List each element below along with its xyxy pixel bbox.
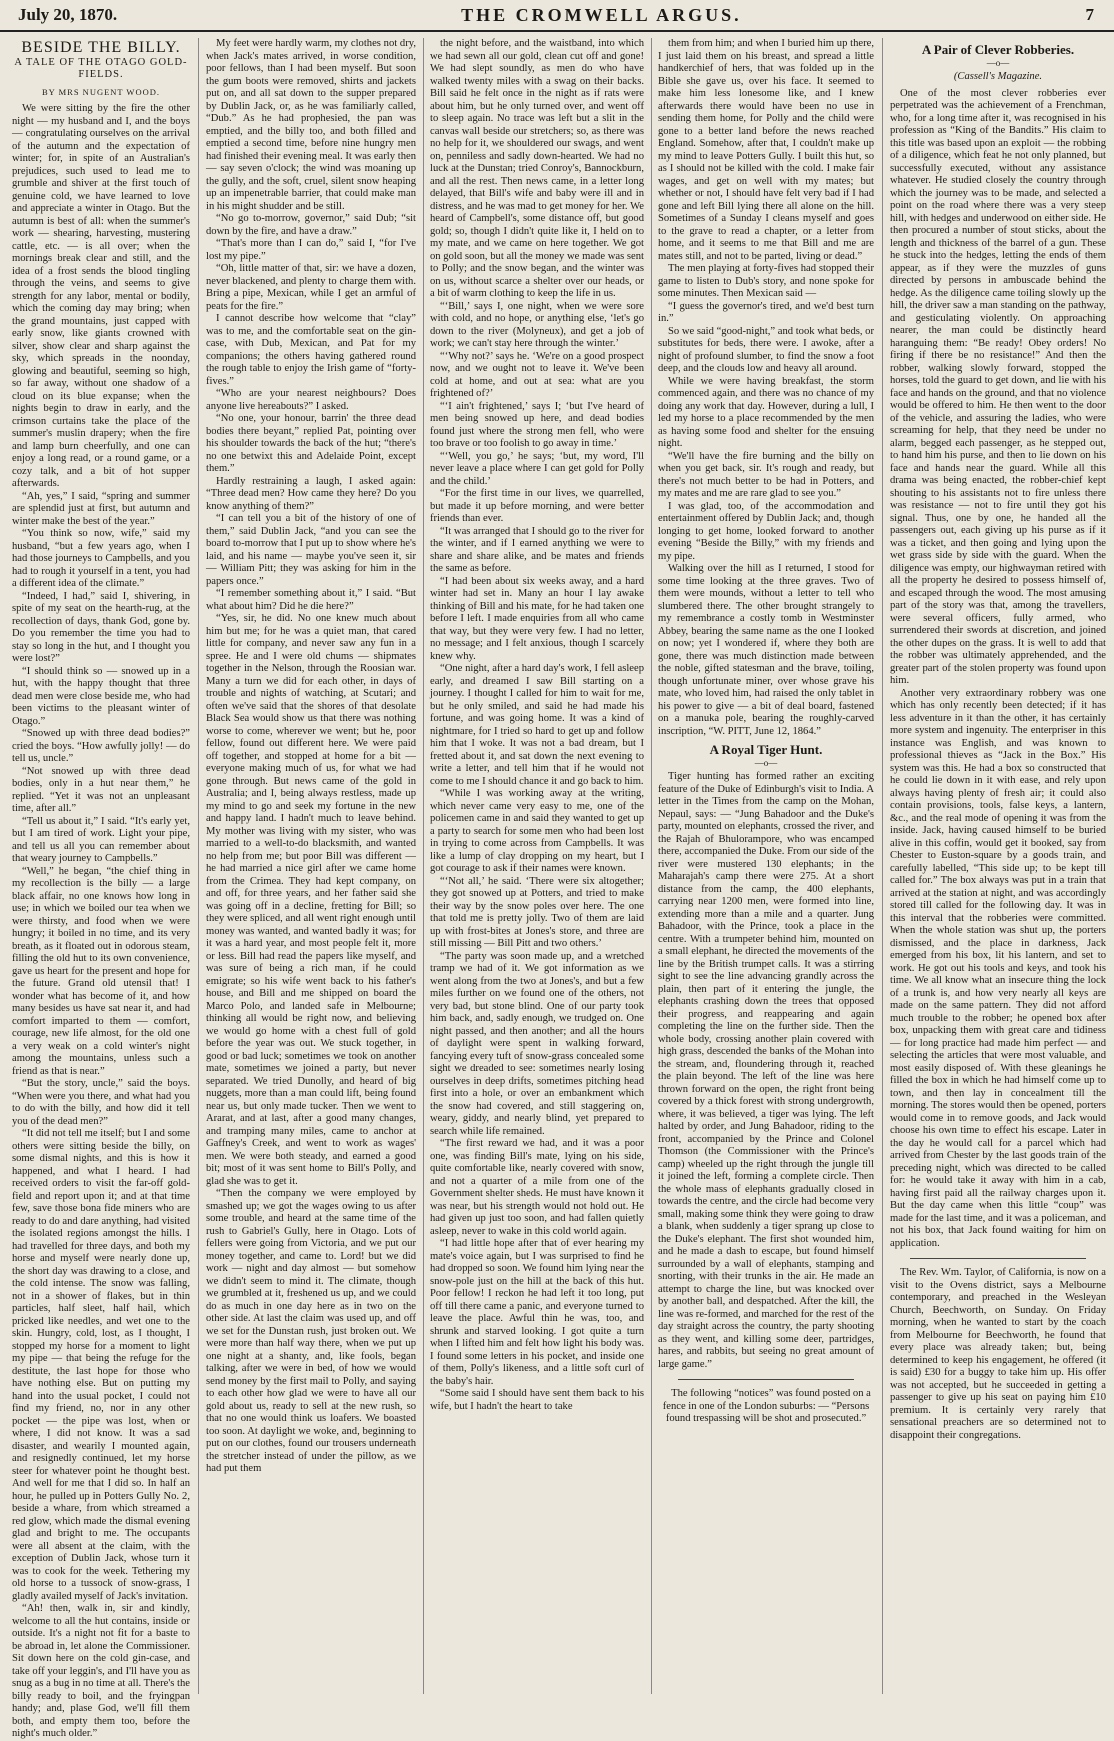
robberies-paragraph: Another very extraordinary robbery was one which has only recently been detected; if it has less adventure in it than the other, it has certainly more system and ingenuity. The enterpriser in this instance was English, and was known to professional thieves as “Jack in the Box.” His system was this. He had a box so constructed that he could lie down in it with ease, and rely upon always having plenty of fresh air; it could also contain provisions, tools, false keys, a lantern, &c., and the real mode of opening it was from the inside. Jack, having caused himself to be buried alive in this coffin, would get it booked, say from Chester to Euston-square by a goods train, and carefully labelled, “This side up; to be kept till called for.” The box always was put in a train that arrived at the station at night, and was accordingly stored till called for the following day. It was in this interval that the robberies were committed. When the whole station was shut up, the porters dismissed, and the place in darkness, Jack emerged from his box, lit his lantern, and set to work. He got out his tools and keys, and took his time. We all know what an insecure thing the lock of a trunk is, and how very nearly all keys are made on the same pattern. They did not afford much trouble to the robber; he opened box after box, unpacking them with great care and tidiness — for long practice had made him perfect — and selecting the articles that were most valuable, and most easily disposed of. With these gleanings he filled the box in which he had himself come up to town, and then lay in concealment till the morning. The stores would then be opened, porters would come in to remove goods, and Jack would choose his own time to effect his escape. Later in the day he would call for a parcel which had arrived from Chester by the last goods train of the preceding night, which was directed to be called for: he would take it away with him in a cab, having first paid all the railway charges upon it. But the day came when this little “coup” was made for the last time, and it was a policeman, and not his box, that Jack found waiting for him on application.	[890, 687, 1106, 1249]
paragraph: I cannot describe how welcome that “clay” was to me, and the comfortable seat on the gin-case, with Dub, Mexican, and Pat for my companions; the others having gathered round the rough table to enjoy the Irish game of “forty-fives.”	[206, 313, 416, 387]
paragraph: “The party was soon made up, and a wretched tramp we had of it. We got information as we went along from the two at Jones's, and but a few miles further on we found one of the others, not very bad, but stone blind. One of our party took him back, and, sadly enough, we trudged on. One night passed, and then another; and all the hours of daylight were spent in walking forward, fancying every tuft of snow-grass concealed some sight we dreaded to see: sometimes nearly losing ourselves in deep drifts, sometimes pitching head first into a hole, or over an embankment which the snow had covered, and still staggering on, weary, giddy, and nearly blind, yet prepared to search while life remained.	[430, 950, 644, 1137]
column-4	[652, 38, 880, 1694]
column-1	[0, 38, 196, 1739]
paragraph: My feet were hardly warm, my clothes not dry, when Jack's mates arrived, in worse condition, poor fellows, than I had been myself. But soon the gum boots were removed, shirts and jackets put on, and all sat down to the supper prepared by Dublin Jack, or, as he was familiarly called, “Dub.” As he had prophesied, the pan was emptied, and the billy too, and both filled and emptied a second time, before nine hungry men had finished their evening meal. It was early then — say seven o'clock; the wind was moaning up the gully, and the soft, cruel, silent snow heaping up an impenetrable barrier, that could make man in his might shudder and be still.	[206, 38, 416, 212]
paragraph: “‘Why not?’ says he. ‘We're on a good prospect now, and we ought not to leave it. We've been cold at home, and out at sea: what are you frightened of?’	[430, 350, 644, 399]
paragraph: So we said “good-night,” and took what beds, or substitutes for beds, there were. I awoke, after a night of profound slumber, to find the snow a foot deep, and the clouds low and heavy all around.	[658, 325, 874, 374]
column-rule	[882, 38, 883, 1694]
column-2	[200, 38, 422, 1694]
section-separator: —o—	[754, 757, 778, 768]
column-5	[884, 38, 1112, 1694]
paragraph: “Who are your nearest neighbours? Does anyone live hereabouts?” I asked.	[206, 388, 416, 412]
paragraph: “Oh, little matter of that, sir: we have a dozen, never blackened, and plenty to charge them with. Bring a pipe, Mexican, while I get an armful of peats for the fire.”	[206, 263, 416, 312]
robberies-title: A Pair of Clever Robberies.	[921, 42, 1075, 57]
paragraph: “That's more than I can do,” said I, “for I've lost my pipe.”	[206, 238, 416, 262]
paragraph: “One night, after a hard day's work, I fell asleep early, and dreamed I saw Bill starting on a journey. I thought I called for him to wait for me, but he only smiled, and said he had made his fortune, and was going home. It was a kind of nightmare, for I tried so hard to get up and follow him that I woke. It was not a bad dream, but I fretted about it, and sat down the next evening to write a letter, and tell him that if he would not come to me I should chance it and go back to him.	[430, 663, 644, 787]
paragraph: “I should think so — snowed up in a hut, with the happy thought that three dead men were close beside me, who had been victims to the pleasant winter of Otago.”	[12, 665, 190, 727]
paragraph: the night before, and the waistband, into which we had sewn all our gold, clean cut off and gone! We had slept soundly, as men do who have walked twenty miles with a swag on their backs. Bill said he felt once in the night as if rats were about him, but he only turned over, and went off to sleep again. No trace was left but a slit in the canvas wall beside our stretchers; so, as there was no help for it, we shouldered our swags, and went on, penniless and sadly down-hearted. We had no luck at the Dunstan; tried Conroy's, Bannockburn, and all the rest. Then news came, in a letter long delayed, that Bill's wife and baby were ill and in distress, and he was mad to get money for her. We heard of Campbell's, some distance off, but good gold; so, though I didn't quite like it, I held on to my mate, and we came on here together. We got on gold soon, but all the money we made was sent to Polly; and the snow began, and the winter was on us, without scarce a shelter over our heads, or a bit of warm clothing to keep the life in us.	[430, 38, 644, 299]
paragraph: Hardly restraining a laugh, I asked again: “Three dead men? How came they here? Do you know anything of them?”	[206, 475, 416, 512]
paragraph: “No go to-morrow, governor,” said Dub; “sit down by the fire, and have a draw.”	[206, 213, 416, 237]
paragraph: “‘Bill,’ says I, one night, when we were sore with cold, and no hope, or anything else, ‘let's go down to the river (Molyneux), and get a job of work; we can't stay here through the winter.’	[430, 300, 644, 349]
robberies-paragraph: One of the most clever robberies ever perpetrated was the achievement of a Frenchman, who, for a long time after it, was recognised in his profession as “King of the Bandits.” His claim to this title was based upon an exploit — the robbing of a diligence, which feat he not only planned, but successfully executed, without any assistance whatever. He studied closely the country through which the journey was to be made, and selected a point on the road where there was a very steep hill, with hedges and underwood on either side. He then procured a number of stout sticks, about the length and thickness of the barrel of a gun. These he stuck into the hedges, letting the ends of them appear, as if they were the muzzles of guns directed by persons in ambuscade behind the hedge. As the diligence came toiling slowly up the hill, the driver saw a man standing on the pathway, and gesticulating violently. On approaching nearer, the man could be distinctly heard haranguing them: “Be ready! Obey orders! No firing if there be no resistance!” And then the robber, walking slowly forward, stopped the horses, told the guard to get down, and lie with his face and hands on the ground, and that no violence would be offered to him. He then went to the door of the vehicle, and assuring the ladies, who were screaming for help, that they need be under no alarm, begged each passenger, as he stepped out, to hand him his purse, and then to lie down on his face and hands near the guard. While all this drama was being enacted, the robber-chief kept shouting to his assistants not to fire unless there was resistance — not to fire until they got his signal. Thus, one by one, he handed all the passengers out, each giving up his purse as if it was a ticket, and then going and lying upon the wet grass side by side with the guard. When the diligence was empty, our highwayman retired with all the property he desired to possess himself of, and escaped through the wood. The most amusing part of the story was that, among the travellers, were several officers, fully armed, who surrendered their swords at discretion, and joined the other dupes on the grass. It is well to add that the robber was ultimately apprehended, and the greater part of the stolen property was found upon him.	[890, 87, 1106, 686]
paragraph: I was glad, too, of the accommodation and entertainment offered by Dublin Jack; and, though longing to get home, looked forward to another evening “Beside the Billy,” with my friends and my pipe.	[658, 500, 874, 562]
paragraph: “Well,” he began, “the chief thing in my recollection is the billy — a large black affair, no one knows how long in use; in which we boiled our tea when we were thirsty, and food when we were hungry; it boiled in no time, and its very breath, as it floated out in odorous steam, filling the old hut to its own convenience, gave us heart for the present and hope for the future. Grand old utensil that! I wonder what has become of it, and how many besides us have sat near it, and had comfort imparted to them — comfort, courage, new life almost, for the old one a very weak on a cold winter's night among the mountains, unless such a friend as that is near.”	[12, 865, 190, 1077]
paragraph: “While I was working away at the writing, which never came very easy to me, one of the policemen came in and said they wanted to get up a party to search for some men who had been lost in trying to come across from Campbells. It was like a lump of clay dropping on my heart, but I got courage to ask if their names were known.	[430, 788, 644, 874]
paragraph: “I remember something about it,” I said. “But what about him? Did he die here?”	[206, 588, 416, 612]
column-3	[424, 38, 650, 1694]
paragraph: “I guess the governor's tired, and we'd best turn in.”	[658, 300, 874, 324]
paper-name: THE CROMWELL ARGUS.	[461, 4, 742, 25]
article-title: BESIDE THE BILLY.	[21, 39, 181, 56]
article-byline: BY MRS NUGENT WOOD.	[41, 86, 161, 97]
paragraph: “For the first time in our lives, we quarrelled, but made it up before morning, and were better friends than ever.	[430, 488, 644, 524]
paragraph: Walking over the hill as I returned, I stood for some time looking at the three graves. Two of them were mounds, without a letter to tell who slumbered there. The other brought strangely to my remembrance a costly tomb in Westminster Abbey, bearing the same name as the one I looked on now; yet I wondered if, where they both are gone, there was much distinction made between the noble, gifted statesman and the brave, toiling, though unfortunate miner, over whose grave his mate, who loved him, had raised the only tablet in his power to give — a bit of deal board, fastened on a manuka pole, bearing the roughly-carved inscription, “W. PITT, June 12, 1864.”	[658, 563, 874, 737]
paragraph: “Ah! then, walk in, sir and kindly, welcome to all the hut contains, inside or outside. It's a night not fit for a baste to be abroad in, let alone the Commissioner. Sit down here on the cold gin-case, and take off your leggin's, and I'll have you as snug as a bug in no time at all. There's the billy ready to boil, and the fryingpan handy; and, plase God, we'll fill them both, and empty them too, before the night's much older.”	[12, 1603, 190, 1739]
paragraph: “The first reward we had, and it was a poor one, was finding Bill's mate, lying on his side, quite comfortable like, nearly covered with snow, and not a quarter of a mile from one of the Government shelter sheds. He must have known it was near, but his strength would not hold out. He had given up just too soon, and had fallen quietly asleep, never to wake in this cold world again.	[430, 1138, 644, 1237]
paragraph: “Then the company we were employed by smashed up; we got the wages owing to us after some trouble, and heard at the same time of the rush to Gabriel's Gully, here in Otago. Lots of fellers were going from Victoria, and we put our money together, and came to. Lord! but we did work — night and day almost — but somehow we didn't seem to mind it. The climate, though we grumbled at it, freshened us up, and we could do as much in one day here as in two on the other side. At last the claim was used up, and off we set for the Dunstan rush, just broken out. We were more than half way there, when we put up one night at a shanty, and, like fools, began talking, after we were in bed, of how we would send money by the first mail to Polly, and saying to each other how glad we were to have all our gold about us, ready to sell at the new rush, so that no one would think us loafers. We boasted too soon. At daylight we woke, and, beginning to put on our clothes, found our trousers underneath the stretcher instead of under the pillow, as we had put them	[206, 1188, 416, 1474]
paragraph: “Snowed up with three dead bodies?” cried the boys. “How awfully jolly! — do tell us, uncle.”	[12, 728, 190, 764]
paragraph: “Ah, yes,” I said, “spring and summer are splendid just at first, but autumn and winter make the best of the year.”	[12, 490, 190, 527]
paragraph: The men playing at forty-fives had stopped their game to listen to Dub's story, and none spoke for some minutes. Then Mexican said —	[658, 263, 874, 299]
column-rule	[198, 38, 199, 1694]
paragraph: “Yes, sir, he did. No one knew much about him but me; for he was a quiet man, that cared little for company, and never saw any fun in a spree. He and I were old chums — shipmates together in the Nelson, through the Roosian war. Many a turn we did for each other, in days of trouble and nights of watching, at Scutari; and often we've said that the shores of that desolate Black Sea would show us that there was nothing worse to come, wherever we went; but he, poor fellow, found out different here. We were paid off together, and stopped at home for a bit — everyone making much of us, for what we had gone through. But news came of the gold in Australia; and I, being always restless, made up my mind to go and seek my fortune in the new and happy land. I hadn't much to leave behind. My mother was living with my sister, who was married to a well-to-do blacksmith, and wanted no help from me; but poor Bill was different — he had married a nice girl after we came home from the Crimea. They had kept company, on and off, for three years, and her father said she was going off in a decline, fretting for Bill; so they were spliced, and all went right enough until money was wanted, and wanted badly it was; for it was a hard year, and most people felt it, more or less. Bill had read the papers like myself, and was sure of being a rich man, if he could emigrate; so his wife went back to his father's house, and Bill and me shipped on board the Marco Polo, and landed safe in Melbourne; thinking all would be right now, and believing we would go home with a chest full of gold before the year was out. We stuck together, in good or bad luck; sometimes we took on another mate, sometimes we joined a party, but never separated. We tried Dunolly, and heard of big nuggets, more than a man could lift, being found near us, but only made tucker. Then we went to Ararat, and at last, after a good many changes, and tramping many miles, came to anchor at Gaffney's Creek, and went to work as wages' men. We were both steady, and earned a good bit; most of it was sent home to Bill's Polly, and glad she was to get it.	[206, 613, 416, 1187]
paragraph: “‘Not all,’ he said. ‘There were six altogether; they got snowed up at Potters, and tried to make their way by the snow poles over here. The one that told me is pretty jolly. Two of them are laid up with frost-bites at Jones's store, and three are still missing — Bill Pitt and two others.’	[430, 875, 644, 949]
rev-taylor-paragraph: The Rev. Wm. Taylor, of California, is now on a visit to the Ovens district, says a Melbourne contemporary, and preached in the Wesleyan Church, Beechworth, on Sunday. On Friday morning, when he wanted to start by the coach from Melbourne for Beechworth, he found that every place was already taken; but, being determined to keep his engagement, he offered (it is said) £30 for a buggy to take him up. His offer was not accepted, but he succeeded in getting a passenger to give up his seat on paying him £10 premium. It is certainly very rarely that sensational preachers are so determined not to disappoint their congregations.	[890, 1267, 1106, 1441]
trespass-notice: The following “notices” was found posted on a fence in one of the London suburbs: — “Persons found trespassing will be shot and prosecuted.”	[662, 1388, 871, 1424]
page-number: 7	[1085, 5, 1094, 24]
robberies-source: (Cassell's Magazine.	[953, 71, 1043, 82]
paragraph: “I had been about six weeks away, and a hard winter had set in. Many an hour I lay awake thinking of Bill and his mate, for he had taken one before I left. I made enquiries from all who came that way, but they were very few. I had no letter, no message; and I felt anxious, though I scarcely knew why.	[430, 575, 644, 662]
tiger-hunt-paragraph: Tiger hunting has formed rather an exciting feature of the Duke of Edinburgh's visit to India. A letter in the Times from the camp on the Mohan, Nepaul, says: — “Jung Bahadoor and the Duke's party, mounted on elephants, crossed the river, and the Rajah of Bhulorampore, who was encamped there, accompanied the Duke. From our side of the river were mustered 130 elephants; in the Maharajah's camp there were 275. At a short distance from the camp, the 400 elephants, carrying near 1200 men, were formed into line, extending more than a mile and a quarter. Jung Bahadoor, with the Prince, took a place in the centre. With a trumpeter behind him, mounted on a small elephant, he directed the movements of the line by the British trumpet calls. It was a stirring sight to see the line advancing grandly across the plain, then part of it entering the jungle, the elephants crashing down the trees that opposed their progress, and reappearing and again completing the line on the further side. Then the whole body, crossing another plain covered with high grass, descended the banks of the Mohan into the stream, and, floundering through it, reached the plain beyond. The left of the line was here thrown forward on the open, the right front being covered by a thick forest with strong undergrowth, where, it was believed, a tiger was lying. The left halted by order, and Jung Bahadoor, riding to the front, accompanied by the Prince and Colonel Thomson (the Commissioner with the Prince's camp) wheeled up the right through the jungle till it joined the left, forming a complete circle. Then the whole mass of elephants gradually closed in towards the centre, and the circle had become very small, making some think they were going to draw a blank, when suddenly a tiger sprang up close to the Duke's elephant. The first shot wounded him, and he made a dash to escape, but found himself surrounded by a wall of elephants, stamping and snorting, with their trunks in the air. He made an attempt to charge the line, but was knocked over by another ball, and despatched. After the kill, the line was re-formed, and marched for the rest of the day straight across the country, the party shooting as they went, and killing some deer, partridges, hares, and rabbits, but seeing no great amount of large game.”	[658, 771, 874, 1370]
article-body	[12, 103, 190, 1741]
paragraph: “Indeed, I had,” said I, shivering, in spite of my seat on the hearth-rug, at the recollection of days, thank God, gone by. Do you remember the time you had to stay so long in the hut, and I thought you were lost?”	[12, 590, 190, 664]
paragraph: “‘I ain't frightened,’ says I; ‘but I've heard of men being snowed up here, and dead bodies found just where the strong men fell, who were too brave or too foolish to go away in time.’	[430, 400, 644, 449]
paragraph: them from him; and when I buried him up there, I just laid them on his breast, and spread a little handkerchief of hers, that was folded up in the Bible she gave us, over his face. It seemed to make him less lonesome like, and I knew afterwards there would have been no use in sending them home, for Polly and the child were gone to a better land before the news reached England. Somehow, after that, I couldn't make up my mind to leave Potters Gully. I built this hut, so as I should not be killed with the cold. I make fair wages, and get on well with my mates; but whether or not, I should have felt very bad if I had gone and left Bill lying there all alone on the hill. Sometimes of a Sunday I cleans myself and goes to the grave to read a chapter, or a letter from home, and it seems to me that Bill and me are mates still, and not to be parted, living or dead.”	[658, 38, 874, 262]
divider	[910, 1258, 1086, 1259]
tiger-hunt-title: A Royal Tiger Hunt.	[709, 742, 823, 757]
issue-date: July 20, 1870.	[18, 5, 118, 24]
paragraph: We were sitting by the fire the other night — my husband and I, and the boys — congratulating ourselves on the arrival of the autumn and the expectation of winter; for, in spite of an Australian's prejudices, such used to lead me to grumble and shiver at the first touch of genuine cold, we have learned to love and appreciate a winter in Otago. But the autumn is best of all: when the summer's work — shearing, harvesting, mustering cattle, etc. — is all over; when the mornings break clear and still, and the idea of a frost sends the blood tingling through the veins, and seems to give strength for any labor, mental or bodily, which the coming day may bring; when the grand mountains, just capped with early snow, like giants crowned with silver, show clear and sharp against the sky, which spreads in the noonday, glowing and beautiful, seeming so high, so far away, without one shadow of a cloud on its blue expanse; when the nights begin to draw in early, and the crimson curtains take the place of the summer's muslin drapery; when the fire and lamp burn cheerfully, and one can enjoy a long read, or a round game, or a cozy talk, and a bit of hot supper afterwards.	[12, 103, 190, 489]
masthead	[0, 0, 1114, 32]
paragraph: “It did not tell me itself; but I and some others were sitting beside the billy, on some dismal nights, and this is how it happened, and what I heard. I had received orders to visit the far-off gold-field and report upon it; and at that time few, save those bona fide miners who are ready to do and dare anything, had visited the isolated regions amongst the hills. I had travelled for three days, and both my horse and myself were nearly done up, the short day was drawing to a close, and the cold intense. The snow was falling, not in a shower of flakes, but in thin particles, half sleet, half hail, which pricked like needles, and wet one to the skin. Hungry, cold, lost, as I thought, I stopped my horse for a moment to light my pipe — that being the refuge for the destitute, the last hope for those who have nothing else. But on putting my hand into the usual pocket, I could not find my friend, no, nor in any other pocket — the pipe was lost, when or where, I did not know. It was a sad disaster, and wearily I mounted again, and resignedly continued, let my horse steer for whatever point he thought best. And well for me that I did so. In half an hour, he pulled up in Potters Gully No. 2, beside a whare, from which streamed a red glow, which made the dismal evening glad and bright to me. The occupants were all absent at the claim, with the exception of Dublin Jack, whose turn it was to cook for the week. Tethering my old horse to a tussock of snow-grass, I gladly availed myself of Jack's invitation.	[12, 1128, 190, 1602]
paragraph: “No one, your honour, barrin' the three dead bodies there beyant,” replied Pat, pointing over his shoulder towards the back of the hut; “there's no one betwixt this and Adelaide Point, except them.”	[206, 413, 416, 474]
paragraph: While we were having breakfast, the storm commenced again, and there was no chance of my doing any work that day. However, during a lull, I led my horse to a place recommended by the men as having some food and shelter for the ensuing night.	[658, 375, 874, 449]
section-separator: —o—	[986, 57, 1010, 68]
paragraph: “Tell us about it,” I said. “It's early yet, but I am tired of work. Light your pipe, and tell us all you can remember about that weary journey to Campbells.”	[12, 815, 190, 864]
paragraph: “‘Well, you go,’ he says; ‘but, my word, I'll never leave a place where I can get gold for Polly and the child.’	[430, 450, 644, 487]
paragraph: “I had little hope after that of ever hearing my mate's voice again, but I was surprised to find he had dropped so soon. We found him lying near the snow-pole just on the hill at the back of this hut. Poor fellow! I reckon he had left it too long, put off till there came a panic, and everyone turned to leave the place. Awful thin he was, too, and shrunk and starved looking. I got quite a turn when I lifted him and felt how light his body was. I found some letters in his pocket, and inside one of them, Polly's likeness, and a little soft curl of the baby's hair.	[430, 1238, 644, 1387]
paragraph: “Not snowed up with three dead bodies, only in a hut near them,” he replied. “Yet it was not an unpleasant time, after all.”	[12, 765, 190, 814]
article-subtitle: A TALE OF THE OTAGO GOLD-FIELDS.	[14, 56, 188, 80]
paragraph: “But the story, uncle,” said the boys. “When were you there, and what had you to do with the billy, and how did it tell you of the dead men?”	[12, 1078, 190, 1127]
paragraph: “It was arranged that I should go to the river for the winter, and if I earned anything we were to share and share alike, and be mates and friends the same as before.	[430, 525, 644, 574]
paragraph: “We'll have the fire burning and the billy on when you get back, sir. It's rough and ready, but there's not much better to be had in Potters, and my mates and me are rare glad to see you.”	[658, 450, 874, 499]
paragraph: “You think so now, wife,” said my husband, “but a few years ago, when I had those journeys to Campbells, and you had to rough it yourself in a tent, you had a different idea of the climate.”	[12, 528, 190, 589]
divider	[678, 1379, 854, 1380]
paragraph: “Some said I should have sent them back to his wife, but I hadn't the heart to take	[430, 1388, 644, 1412]
paragraph: “I can tell you a bit of the history of one of them,” said Dublin Jack, “and you can see the board to-morrow that I put up to show where he's laid, and his name — maybe you've seen it, sir — William Pitt; they was asking for him in the papers once.”	[206, 513, 416, 587]
